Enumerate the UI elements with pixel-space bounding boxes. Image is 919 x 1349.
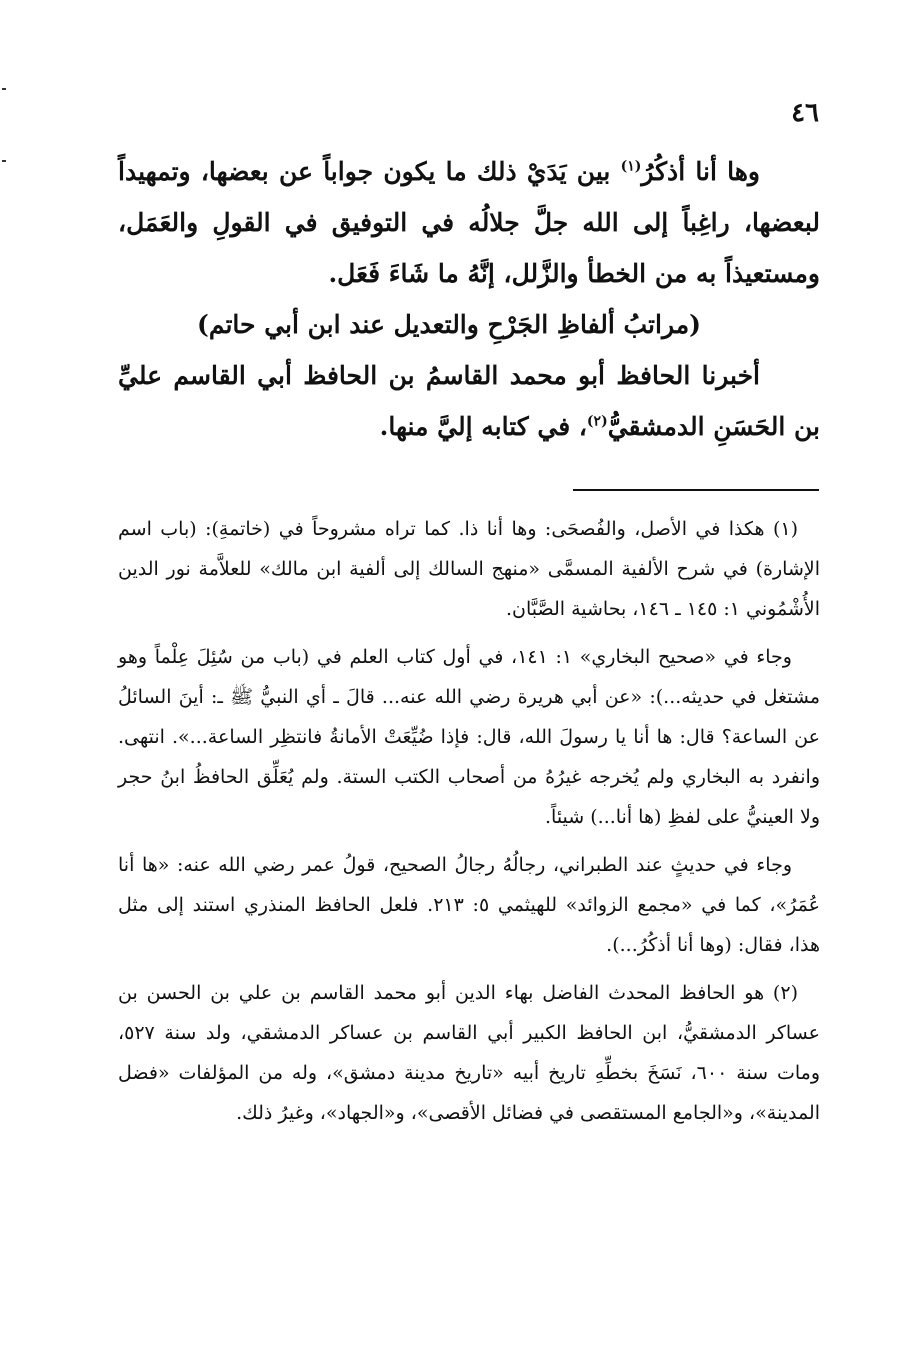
scan-edge-mark xyxy=(2,160,6,162)
footnote-1: (١) هكذا في الأصل، والفُصحَى: وها أنا ذا. كما تراه مشروحاً في (خاتمةِ): (باب اسم الإشارة) في شرح الألفية المسمَّى «منهج السالك إلى ألفية ابن مالك» للعلاَّمة نور الدين الأُشْمُوني ١: ١٤٥ ـ ١٤٦، بحاشية الصَّبَّان. xyxy=(118,518,820,620)
main-paragraph-2-text-cont: ، في كتابه إليَّ منها. xyxy=(379,412,587,441)
footnote-ref-2: (٢) xyxy=(586,413,608,430)
footnote-1-paragraph-3: وجاء في حديثٍ عند الطبراني، رجالُهُ رجالُ الصحيح، قولُ عمر رضي الله عنه: «ها أنا عُمَرُ»، كما في «مجمع الزوائد» للهيثمي ٥: ٢١٣. فلعل الحافظ المنذري استند إلى مثل هذا، فقال: (وها أنا أذكُرُ...). xyxy=(118,854,820,956)
main-paragraph-2-text: أخبرنا الحافظ أبو محمد القاسمُ بن الحافظ أبي القاسم عليِّ بن الحَسَنِ الدمشقيُّ xyxy=(118,361,820,441)
footnotes xyxy=(118,509,820,1141)
footnote-1-paragraph-2: وجاء في «صحيح البخاري» ١: ١٤١، في أول كتاب العلم في (باب من سُئِلَ عِلْماً وهو مشتغل في حديثه...): «عن أبي هريرة رضي الله عنه... قالَ ـ أي النبيُّ ﷺ ـ: أينَ السائلُ عن الساعة؟ قال: ها أنا يا رسولَ الله، قال: فإذا ضُيِّعَتْ الأمانةُ فانتظِر الساعة...». انتهى. وانفرد به البخاري ولم يُخرجه غيرُهُ من أصحاب الكتب الستة. ولم يُعَلِّق الحافظُ ابنُ حجر ولا العينيُّ على لفظِ (ها أنا...) شيئاً. xyxy=(118,646,820,828)
main-paragraph-2 xyxy=(118,350,820,452)
footnote-ref-1: (١) xyxy=(620,158,642,175)
footnote-2: (٢) هو الحافظ المحدث الفاضل بهاء الدين أبو محمد القاسم بن علي بن الحسن بن عساكر الدمشقيُّ، ابن الحافظ الكبير أبي القاسم بن عساكر الدمشقي، ولد سنة ٥٢٧، ومات سنة ٦٠٠، نَسَخَ بخطِّهِ تاريخ أبيه «تاريخ مدينة دمشق»، وله من المؤلفات «فضل المدينة»، و«الجامع المستقصى في فضائل الأقصى»، و«الجهاد»، وغيرُ ذلك. xyxy=(118,982,820,1124)
main-paragraph-1-text-cont: بين يَدَيْ ذلك ما يكون جواباً عن بعضها، وتمهيداً لبعضها، راغِباً إلى الله جلَّ جلالُه في التوفيق في القولِ والعَمَل، ومستعيذاً به من الخطأ والزَّلل، إنَّهُ ما شَاءَ فَعَل. xyxy=(118,157,820,288)
footnote-separator xyxy=(573,489,819,491)
page-number: ٤٦ xyxy=(791,98,819,128)
main-text xyxy=(118,146,820,452)
main-paragraph-1-text: وها أنا أذكُرُ xyxy=(641,157,761,186)
main-paragraph-1 xyxy=(118,146,820,299)
scan-edge-mark xyxy=(2,88,6,90)
section-heading: (مراتبُ ألفاظِ الجَرْحِ والتعديل عند ابن أبي حاتم) xyxy=(197,310,701,339)
